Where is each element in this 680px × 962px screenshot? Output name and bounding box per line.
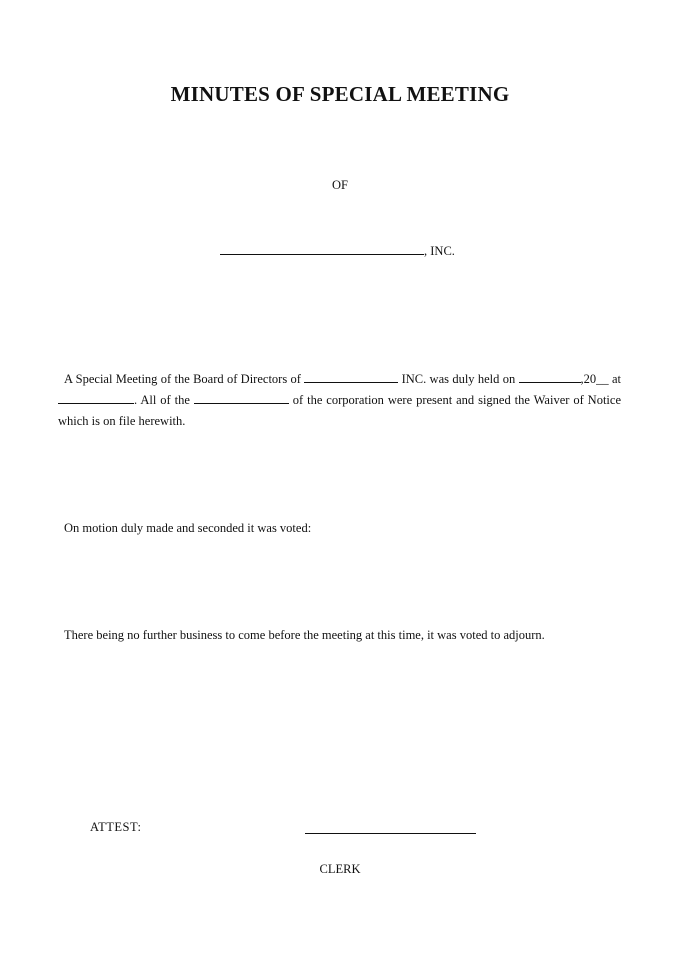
- meeting-paragraph: [58, 369, 621, 432]
- paragraph1-part2: INC. was duly held on: [401, 372, 516, 386]
- company-name-blank[interactable]: [220, 243, 424, 255]
- paragraph1-part5: of the corporation were present and signed the Waiver of Notice which is on file herewith.: [58, 393, 622, 428]
- company-name-line: [220, 243, 455, 259]
- paragraph1-part1: A Special Meeting of the Board of Directors of: [64, 372, 301, 386]
- paragraph1-part3: ,20__ at: [580, 372, 621, 386]
- attest-label: ATTEST:: [90, 820, 142, 834]
- of-text: OF: [332, 178, 348, 192]
- motion-paragraph: [58, 518, 621, 539]
- attendees-blank[interactable]: [194, 392, 289, 404]
- board-company-blank[interactable]: [304, 371, 398, 383]
- clerk-label: CLERK: [319, 862, 361, 876]
- adjourn-text: There being no further business to come before the meeting at this time, it was voted to adjourn.: [64, 628, 545, 642]
- paragraph1-part4: . All of the: [134, 393, 190, 407]
- document-title: MINUTES OF SPECIAL MEETING: [170, 82, 510, 106]
- meeting-location-blank[interactable]: [58, 392, 134, 404]
- adjourn-paragraph: [58, 625, 621, 646]
- motion-text: On motion duly made and seconded it was voted:: [64, 521, 312, 535]
- meeting-date-blank[interactable]: [519, 371, 581, 383]
- clerk-signature-line[interactable]: [305, 833, 476, 834]
- inc-suffix: , INC.: [424, 244, 455, 258]
